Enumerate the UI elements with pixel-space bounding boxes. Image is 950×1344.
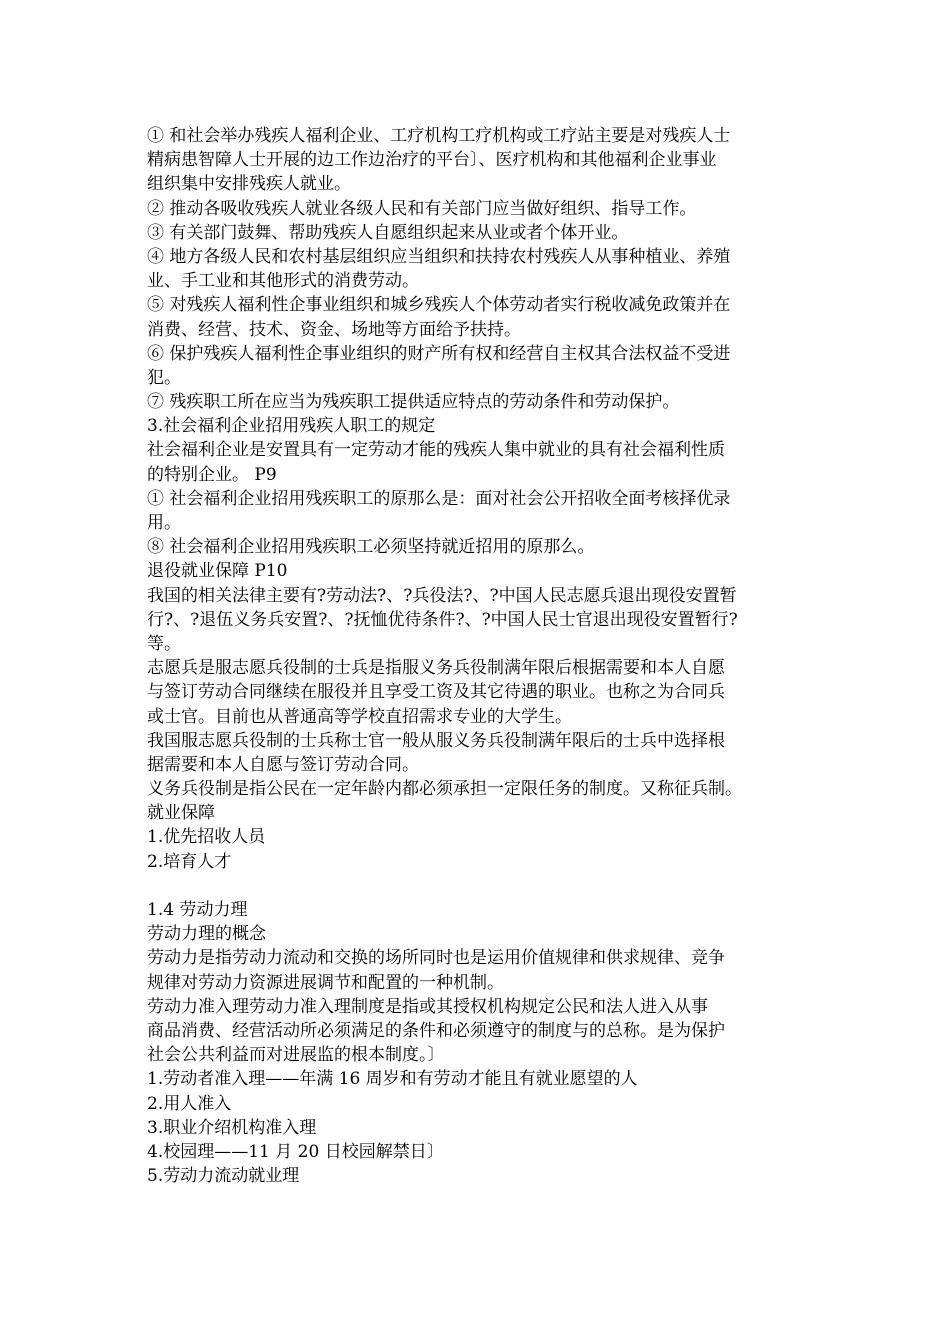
text-line: 2.用人准入 (147, 1093, 232, 1114)
text-line: 我国服志愿兵役制的士兵称士官一般从服义务兵役制满年限后的士兵中选择根 (147, 730, 725, 751)
text-line: ⑧ 社会福利企业招用残疾职工必须坚持就近招用的原那么。 (147, 537, 595, 558)
text-line: 3.职业介绍机构准入理 (147, 1117, 317, 1138)
text-line: ⑤ 对残疾人福利性企事业组织和城乡残疾人个体劳动者实行税收减免政策并在 (147, 295, 731, 316)
text-line: 4.校园理——11 月 20 日校园解禁日〕 (147, 1141, 444, 1162)
text-line: 商品消费、经营活动所必须满足的条件和必须遵守的制度与的总称。是为保护 (147, 1020, 725, 1041)
text-line: ③ 有关部门鼓舞、帮助残疾人自愿组织起来从业或者个体开业。 (147, 222, 629, 243)
text-line: 1.劳动者准入理——年满 16 周岁和有劳动才能且有就业愿望的人 (147, 1069, 638, 1090)
text-line: 业、手工业和其他形式的消费劳动。 (147, 271, 419, 292)
text-line: ④ 地方各级人民和农村基层组织应当组织和扶持农村残疾人从事种植业、养殖 (147, 246, 731, 267)
text-line: 社会福利企业是安置具有一定劳动才能的残疾人集中就业的具有社会福利性质 (147, 440, 725, 461)
text-line: 1.4 劳动力理 (147, 900, 248, 920)
text-line: 犯。 (147, 367, 181, 388)
text-line: 据需要和本人自愿与签订劳动合同。 (147, 754, 419, 775)
text-line: ② 推动各吸收残疾人就业各级人民和有关部门应当做好组织、指导工作。 (147, 198, 697, 219)
text-line: 与签订劳动合同继续在服役并且享受工资及其它待遇的职业。也称之为合同兵 (147, 682, 725, 703)
text-line: 劳动力准入理劳动力准入理制度是指或其授权机构规定公民和法人进入从事 (147, 996, 708, 1017)
text-line: 义务兵役制是指公民在一定年龄内都必须承担一定限任务的制度。又称征兵制。 (147, 779, 742, 800)
text-line: ⑥ 保护残疾人福利性企事业组织的财产所有权和经营自主权其合法权益不受进 (147, 343, 731, 364)
text-line: 或士官。目前也从普通高等学校直招需求专业的大学生。 (147, 706, 572, 727)
text-line: 消费、经营、技术、资金、场地等方面给予扶持。 (147, 319, 521, 340)
text-line: 劳动力理的概念 (147, 924, 266, 945)
text-line: 1.优先招收人员 (147, 827, 266, 848)
text-line: 用。 (147, 513, 181, 533)
text-line: 社会公共利益而对进展监的根本制度。〕 (147, 1045, 445, 1066)
text-line: 劳动力是指劳动力流动和交换的场所同时也是运用价值规律和供求规律、竞争 (147, 948, 725, 969)
text-line: 组织集中安排残疾人就业。 (147, 174, 351, 195)
text-line: ① 社会福利企业招用残疾职工的原那么是：面对社会公开招收全面考核择优录 (147, 488, 731, 509)
text-line: 我国的相关法律主要有?劳动法?、?兵役法?、?中国人民志愿兵退出现役安置暂 (147, 585, 737, 606)
text-line: 3.社会福利企业招用残疾人职工的规定 (147, 416, 436, 437)
document-body (147, 124, 817, 1188)
blank-line (147, 874, 817, 898)
text-line: 等。 (147, 633, 181, 654)
text-line: 精病患智障人士开展的边工作边治疗的平台〕、医疗机构和其他福利企业事业 (147, 150, 717, 171)
text-line: 的特别企业。 P9 (147, 464, 277, 485)
text-line: 5.劳动力流动就业理 (147, 1166, 300, 1187)
text-line: ⑦ 残疾职工所在应当为残疾职工提供适应特点的劳动条件和劳动保护。 (147, 392, 680, 413)
text-line: 就业保障 (147, 803, 215, 824)
text-line: 行?、?退伍义务兵安置?、?抚恤优待条件?、?中国人民士官退出现役安置暂行? (147, 609, 738, 630)
text-line: 退役就业保障 P10 (147, 561, 288, 582)
text-line: 志愿兵是服志愿兵役制的士兵是指服义务兵役制满年限后根据需要和本人自愿 (147, 658, 725, 679)
text-line: 规律对劳动力资源进展调节和配置的一种机制。 (147, 972, 504, 993)
text-line: ① 和社会举办残疾人福利企业、工疗机构工疗机构或工疗站主要是对残疾人士 (147, 126, 731, 146)
text-line: 2.培育人才 (147, 851, 232, 872)
